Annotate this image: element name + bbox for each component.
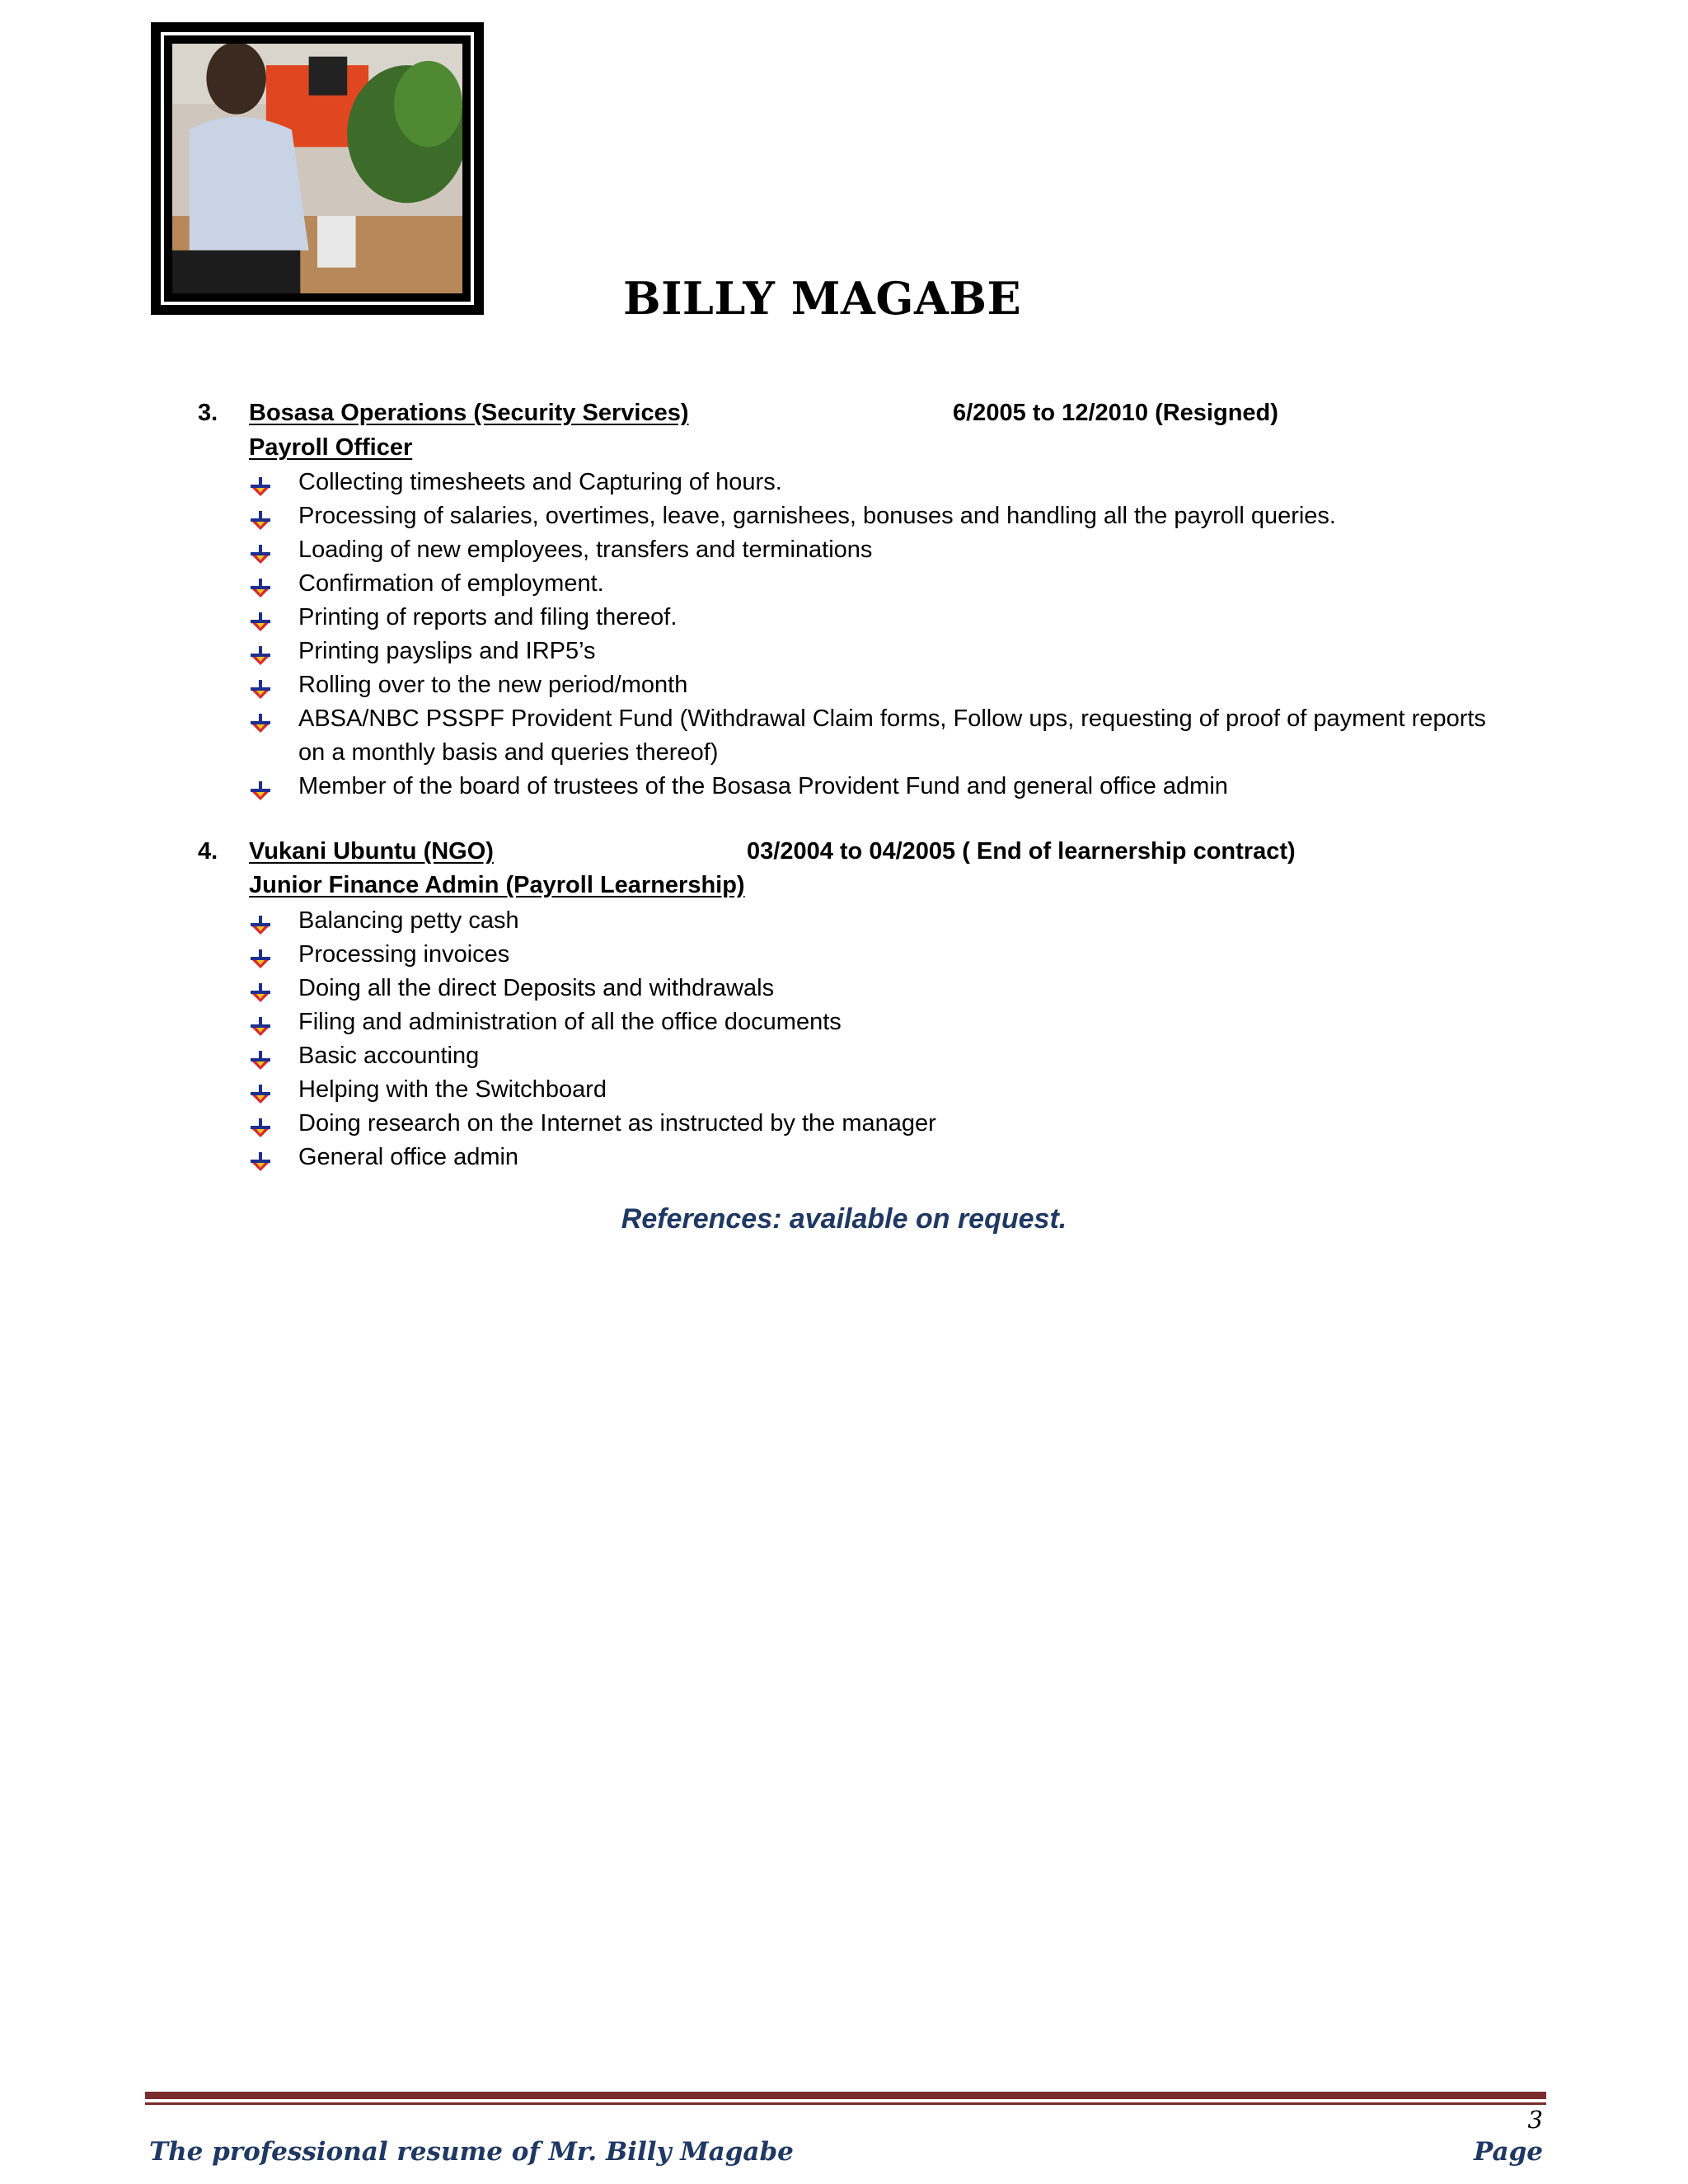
- arrow-bullet-icon: [250, 574, 271, 594]
- arrow-bullet-icon: [250, 642, 271, 662]
- list-item: [250, 1039, 1535, 1073]
- list-item: [250, 938, 1535, 972]
- arrow-bullet-icon: [250, 608, 271, 628]
- duty-text: Processing of salaries, overtimes, leave, garnishees, bonuses and handling all the payroll queries.: [298, 503, 1336, 529]
- arrow-bullet-icon: [250, 912, 271, 931]
- list-item: [250, 1073, 1535, 1107]
- duty-text: Collecting timesheets and Capturing of hours.: [298, 469, 782, 495]
- list-item: [250, 1141, 1535, 1174]
- list-item: [250, 533, 1535, 567]
- list-item: [250, 904, 1535, 938]
- entry-period: 03/2004 to 04/2005 ( End of learnership contract): [747, 838, 1296, 865]
- entry-role: Junior Finance Admin (Payroll Learnership): [249, 872, 745, 898]
- arrow-bullet-icon: [250, 541, 271, 560]
- footer-title: The professional resume of Mr. Billy Magabe: [149, 2137, 794, 2167]
- duty-text: Basic accounting: [298, 1043, 480, 1069]
- arrow-bullet-icon: [250, 676, 271, 696]
- arrow-bullet-icon: [250, 1148, 271, 1168]
- list-item: [250, 668, 1535, 702]
- list-item: [250, 635, 1535, 668]
- footer-divider: [145, 2092, 1546, 2099]
- list-item: [250, 499, 1535, 533]
- footer-page-label: Page: [1474, 2137, 1543, 2167]
- entry-company: Bosasa Operations (Security Services): [249, 400, 689, 426]
- duty-text: Filing and administration of all the office documents: [298, 1009, 842, 1035]
- arrow-bullet-icon: [250, 473, 271, 493]
- list-item: [250, 972, 1535, 1005]
- duty-text: Printing of reports and filing thereof.: [298, 604, 678, 630]
- duty-text: Doing research on the Internet as instructed by the manager: [298, 1110, 936, 1137]
- list-item: [250, 702, 1518, 770]
- entry-number: 3.: [198, 400, 218, 426]
- entry-period: 6/2005 to 12/2010 (Resigned): [953, 400, 1278, 426]
- candidate-name: BILLY MAGABE: [623, 272, 1022, 325]
- duty-text: Confirmation of employment.: [298, 570, 604, 597]
- entry-company: Vukani Ubuntu (NGO): [249, 838, 494, 865]
- duty-text: Processing invoices: [298, 941, 510, 968]
- list-item: [250, 601, 1535, 635]
- list-item: [250, 1107, 1535, 1141]
- list-item: [250, 770, 1535, 804]
- arrow-bullet-icon: [250, 1013, 271, 1033]
- duties-list: [250, 466, 1535, 804]
- duty-text: Balancing petty cash: [298, 907, 519, 934]
- list-item: [250, 567, 1535, 601]
- arrow-bullet-icon: [250, 1114, 271, 1134]
- duty-text: Member of the board of trustees of the Bosasa Provident Fund and general office admin: [298, 773, 1228, 799]
- duty-text: Helping with the Switchboard: [298, 1076, 607, 1103]
- arrow-bullet-icon: [250, 1047, 271, 1066]
- entry-role: Payroll Officer: [249, 434, 413, 461]
- duty-text: General office admin: [298, 1144, 519, 1170]
- arrow-bullet-icon: [250, 777, 271, 797]
- arrow-bullet-icon: [250, 1080, 271, 1100]
- duty-text: Printing payslips and IRP5’s: [298, 638, 596, 664]
- duties-list: [250, 904, 1535, 1174]
- duty-text: Loading of new employees, transfers and terminations: [298, 537, 873, 563]
- list-item: [250, 466, 1535, 499]
- references-note: References: available on request.: [621, 1203, 1067, 1235]
- duty-text: Doing all the direct Deposits and withdrawals: [298, 975, 775, 1001]
- duty-text: Rolling over to the new period/month: [298, 672, 688, 698]
- list-item: [250, 1005, 1535, 1039]
- profile-photo: [172, 44, 462, 293]
- arrow-bullet-icon: [250, 945, 271, 965]
- entry-number: 4.: [198, 838, 218, 865]
- duty-text: ABSA/NBC PSSPF Provident Fund (Withdrawal Claim forms, Follow ups, requesting of proof of payment reports on a monthly basis and queries thereof): [298, 705, 1486, 766]
- profile-photo-frame: [151, 22, 484, 315]
- footer-divider-thin: [145, 2102, 1546, 2105]
- arrow-bullet-icon: [250, 710, 271, 729]
- arrow-bullet-icon: [250, 979, 271, 999]
- arrow-bullet-icon: [250, 507, 271, 527]
- page-number: 3: [1527, 2106, 1543, 2134]
